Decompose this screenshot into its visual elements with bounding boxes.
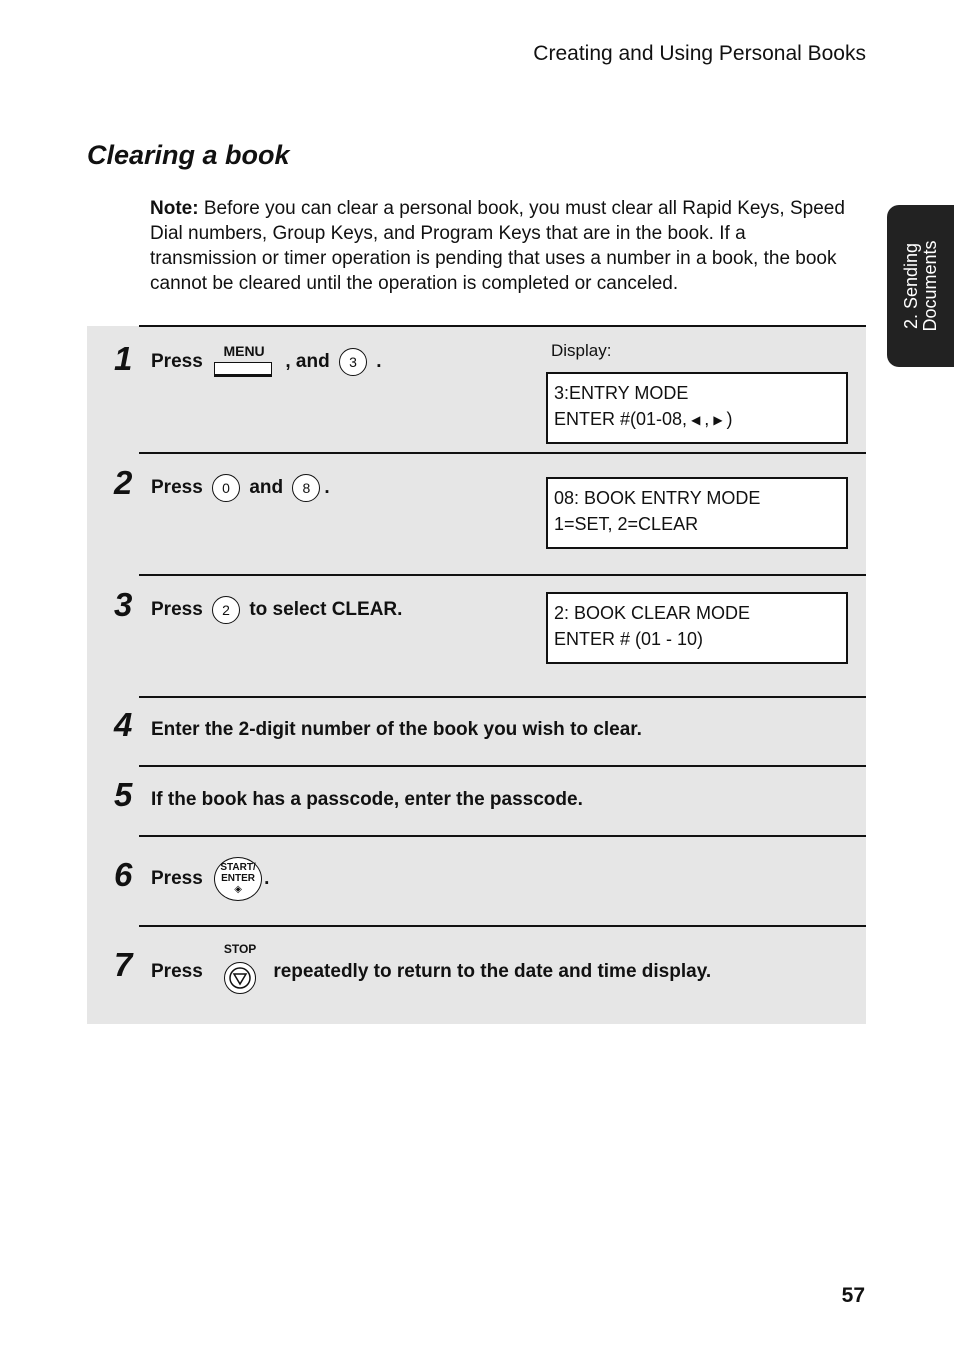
stop-triangle-icon — [225, 963, 255, 993]
note-label: Note: — [150, 198, 199, 219]
right-triangle-icon: ▶ — [713, 413, 723, 428]
page-header-title: Creating and Using Personal Books — [533, 42, 866, 65]
step-divider — [139, 925, 866, 927]
step-divider — [139, 765, 866, 767]
step-1-text: Press MENU , and 3 . — [151, 347, 382, 377]
step-divider — [139, 696, 866, 698]
note-paragraph — [150, 196, 850, 296]
step-number: 7 — [114, 946, 133, 983]
step-number: 5 — [114, 776, 133, 813]
display-label: Display: — [551, 341, 612, 360]
left-triangle-icon: ◀ — [691, 413, 701, 428]
stop-key-icon: STOP — [220, 950, 260, 994]
key-3-icon: 3 — [339, 348, 367, 376]
menu-key-icon: MENU — [214, 347, 274, 377]
start-diamond-icon: ◈ — [234, 884, 242, 895]
step-number: 3 — [114, 586, 133, 623]
step-divider — [139, 325, 866, 327]
step-2-text: Press 0 and 8 . — [151, 474, 330, 502]
step-3-text: Press 2 to select CLEAR. — [151, 596, 402, 624]
step-number: 6 — [114, 856, 133, 893]
display-screen-1: 3:ENTRY MODE ENTER #(01-08, ◀ , ▶ ) — [546, 372, 848, 444]
step-5-text: If the book has a passcode, enter the passcode. — [151, 789, 583, 810]
section-title: Clearing a book — [87, 140, 290, 170]
step-number: 4 — [114, 706, 133, 743]
display-screen-3: 2: BOOK CLEAR MODE ENTER # (01 - 10) — [546, 592, 848, 664]
step-divider — [139, 574, 866, 576]
page-number: 57 — [841, 1284, 865, 1307]
step-number: 1 — [114, 340, 133, 377]
chapter-tab-label: 2. Sending Documents — [900, 240, 940, 332]
key-0-icon: 0 — [212, 474, 240, 502]
step-number: 2 — [114, 464, 133, 501]
step-divider — [139, 452, 866, 454]
display-screen-2: 08: BOOK ENTRY MODE 1=SET, 2=CLEAR — [546, 477, 848, 549]
chapter-tab — [887, 205, 954, 367]
step-4-text: Enter the 2-digit number of the book you wish to clear. — [151, 719, 642, 740]
start-enter-key-icon: START/ ENTER ◈ — [214, 857, 262, 901]
step-6-text: Press START/ ENTER ◈ . — [151, 857, 269, 901]
step-divider — [139, 835, 866, 837]
key-2-icon: 2 — [212, 596, 240, 624]
step-7-text: Press STOP repeatedly to return to the date and time display. — [151, 950, 711, 994]
note-text: Before you can clear a personal book, you must clear all Rapid Keys, Speed Dial numbers, Group Keys, and Program Keys that are in the book. If a transmission or timer operation is pending that uses a number in a book, the book cannot be cleared until the operation is completed or canceled. — [150, 198, 845, 294]
key-8-icon: 8 — [292, 474, 320, 502]
